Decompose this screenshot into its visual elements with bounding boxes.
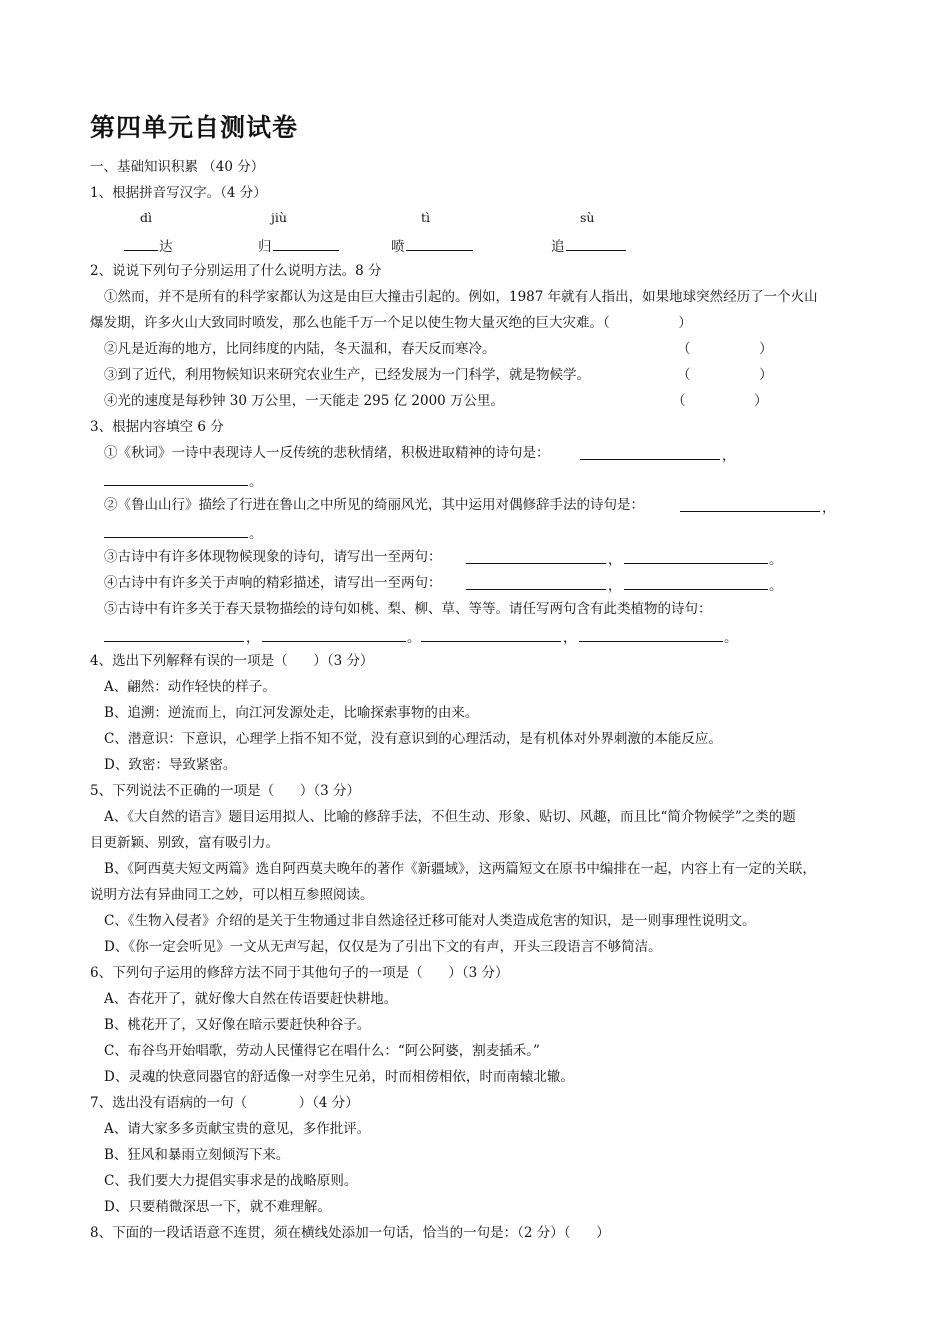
- q7-option-d: D、只要稍微深思一下，就不难理解。: [104, 1199, 331, 1215]
- answer-blank[interactable]: [262, 625, 406, 642]
- q6-option-d: D、灵魂的快意同器官的舒适像一对孪生兄弟，时而相傍相依，时而南辕北辙。: [104, 1069, 574, 1085]
- q3-item-2: ②《鲁山山行》描绘了行进在鲁山之中所见的绮丽风光，其中运用对偶修辞手法的诗句是：: [104, 497, 644, 513]
- word-zhui: 追: [551, 239, 565, 255]
- answer-blank[interactable]: [466, 547, 606, 564]
- punct: ，: [722, 448, 736, 464]
- question-1-prompt: 1、根据拼音写汉字。（4 分）: [90, 185, 267, 201]
- question-7-prompt: 7、选出没有语病的一句（ ）（4 分）: [90, 1095, 359, 1111]
- answer-paren[interactable]: （ ）: [677, 367, 773, 383]
- q3-item-3: ③古诗中有许多体现物候现象的诗句，请写出一至两句：: [104, 549, 442, 565]
- q2-sentence-1-cont: 爆发期，许多火山大致同时喷发，那么也能千万一个足以使生物大量灭绝的巨大灾难。（ ）: [90, 315, 692, 331]
- q5-option-a: A、《大自然的语言》题目运用拟人、比喻的修辞手法，不但生动、形象、贴切、风趣，而且比“简介物候学”之类的题: [104, 809, 796, 825]
- answer-blank[interactable]: [421, 625, 561, 642]
- q4-option-a: A、翩然：动作轻快的样子。: [104, 679, 276, 695]
- punct: 。: [769, 552, 783, 568]
- answer-blank[interactable]: [406, 234, 473, 251]
- q3-item-1: ①《秋词》一诗中表现诗人一反传统的悲秋情绪，积极进取精神的诗句是：: [104, 445, 550, 461]
- q2-sentence-2: ②凡是近海的地方，比同纬度的内陆，冬天温和，春天反而寒冷。: [104, 341, 496, 357]
- q5-option-b-cont: 说明方法有异曲同工之妙，可以相互参照阅读。: [90, 887, 374, 903]
- answer-blank[interactable]: [104, 521, 248, 538]
- q3-item-5: ⑤古诗中有许多关于春天景物描绘的诗句如桃、梨、柳、草、等等。请任写两句含有此类植物的诗句：: [104, 601, 712, 617]
- q2-sentence-3: ③到了近代，利用物候知识来研究农业生产，已经发展为一门科学，就是物候学。: [104, 367, 590, 383]
- q7-option-a: A、请大家多多贡献宝贵的意见，多作批评。: [104, 1121, 371, 1137]
- question-8-prompt: 8、下面的一段话语意不连贯，须在横线处添加一句话，恰当的一句是：（2 分）（ ）: [90, 1225, 610, 1241]
- pinyin-su: sù: [580, 210, 595, 225]
- answer-blank[interactable]: [579, 625, 723, 642]
- question-6-prompt: 6、下列句子运用的修辞方法不同于其他句子的一项是（ ）（3 分）: [90, 965, 509, 981]
- q5-option-a-cont: 目更新颖、别致，富有吸引力。: [90, 835, 279, 851]
- question-4-prompt: 4、选出下列解释有误的一项是（ ）（3 分）: [90, 653, 374, 669]
- answer-blank[interactable]: [566, 234, 626, 251]
- answer-blank[interactable]: [680, 495, 820, 512]
- answer-paren[interactable]: （ ）: [677, 341, 773, 357]
- q4-option-b: B、追溯：逆流而上，向江河发源处走，比喻探索事物的由来。: [104, 705, 479, 721]
- answer-blank[interactable]: [104, 625, 244, 642]
- pinyin-jiu: jiù: [271, 210, 287, 225]
- punct: ，: [822, 500, 836, 516]
- answer-blank[interactable]: [104, 469, 248, 486]
- q6-option-c: C、布谷鸟开始唱歌，劳动人民懂得它在唱什么：“阿公阿婆，割麦插禾。”: [104, 1043, 540, 1059]
- q7-option-c: C、我们要大力提倡实事求是的战略原则。: [104, 1173, 358, 1189]
- q5-option-b: B、《阿西莫夫短文两篇》选自阿西莫夫晚年的著作《新疆域》，这两篇短文在原书中编排在一起，内容上有一定的关联，: [104, 861, 816, 877]
- answer-paren[interactable]: （ ）: [672, 393, 768, 409]
- question-5-prompt: 5、下列说法不正确的一项是（ ）（3 分）: [90, 783, 360, 799]
- q5-option-c: C、《生物入侵者》介绍的是关于生物通过非自然途径迁移可能对人类造成危害的知识，是一则事理性说明文。: [104, 913, 756, 929]
- punct: ，: [608, 578, 622, 594]
- q4-option-c: C、潜意识：下意识，心理学上指不知不觉，没有意识到的心理活动，是有机体对外界刺激的本能反应。: [104, 731, 722, 747]
- answer-blank[interactable]: [273, 234, 339, 251]
- q7-option-b: B、狂风和暴雨立刻倾泻下来。: [104, 1147, 290, 1163]
- answer-blank[interactable]: [624, 573, 768, 590]
- question-2-prompt: 2、说说下列句子分别运用了什么说明方法。8 分: [90, 263, 382, 279]
- punct: 。: [249, 474, 263, 490]
- answer-blank[interactable]: [466, 573, 606, 590]
- answer-blank[interactable]: [580, 443, 720, 460]
- word-da: 达: [159, 239, 173, 255]
- word-gui: 归: [258, 239, 272, 255]
- q6-option-a: A、杏花开了，就好像大自然在传语要赶快耕地。: [104, 991, 398, 1007]
- q5-option-d: D、《你一定会听见》一文从无声写起，仅仅是为了引出下文的有声，开头三段语言不够简洁。: [104, 939, 662, 955]
- pinyin-ti: tì: [421, 210, 431, 225]
- punct: 。: [249, 526, 263, 542]
- punct: ，: [246, 630, 260, 646]
- q2-sentence-1: ①然而，并不是所有的科学家都认为这是由巨大撞击引起的。例如，1987 年就有人指出，如果地球突然经历了一个火山: [104, 289, 818, 305]
- answer-blank[interactable]: [124, 234, 158, 251]
- punct: 。: [407, 630, 421, 646]
- word-pen: 喷: [391, 239, 405, 255]
- punct: ，: [563, 630, 577, 646]
- q3-item-4: ④古诗中有许多关于声响的精彩描述，请写出一至两句：: [104, 575, 442, 591]
- punct: ，: [608, 552, 622, 568]
- q2-sentence-4: ④光的速度是每秒钟 30 万公里，一天能走 295 亿 2000 万公里。: [104, 393, 505, 409]
- punct: 。: [724, 630, 738, 646]
- section-heading: 一、基础知识积累 （40 分）: [90, 159, 265, 175]
- question-3-prompt: 3、根据内容填空 6 分: [90, 419, 224, 435]
- punct: 。: [769, 578, 783, 594]
- q4-option-d: D、致密：导致紧密。: [104, 757, 237, 773]
- pinyin-di: dì: [140, 210, 152, 225]
- page-title: 第四单元自测试卷: [90, 113, 299, 142]
- q6-option-b: B、桃花开了，又好像在暗示要赶快种谷子。: [104, 1017, 371, 1033]
- answer-blank[interactable]: [624, 547, 768, 564]
